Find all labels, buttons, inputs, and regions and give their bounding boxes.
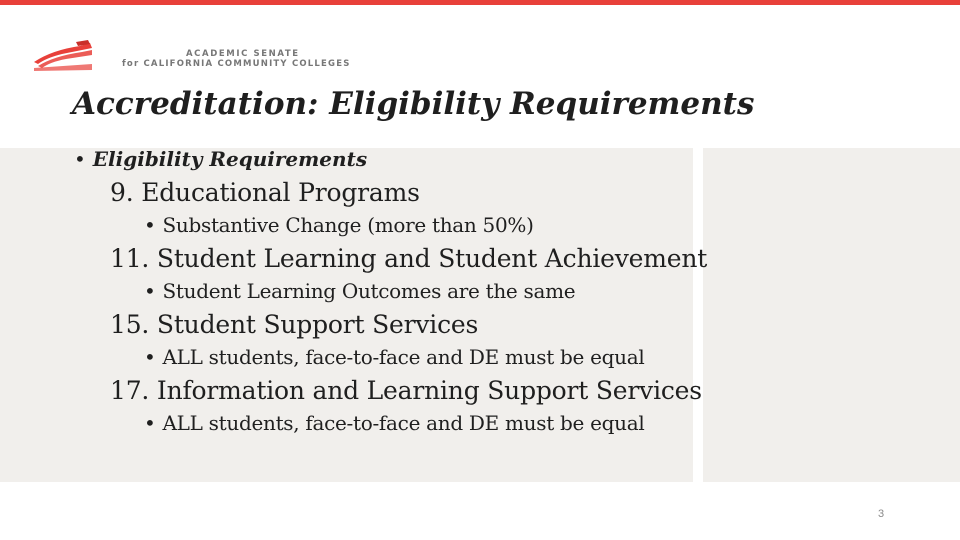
heading-bullet xyxy=(74,147,367,171)
page-number: 3 xyxy=(878,508,885,520)
bullet-dot-icon: • xyxy=(74,147,86,171)
requirement-sub-bullet xyxy=(144,213,534,237)
heading-bullet-text: Eligibility Requirements xyxy=(92,147,368,171)
bullet-dot-icon: • xyxy=(144,345,156,369)
requirement-sub-bullet xyxy=(144,411,644,435)
requirement-item: 9. Educational Programs xyxy=(110,178,420,207)
requirement-item: 11. Student Learning and Student Achievement xyxy=(110,244,708,273)
requirement-item: 17. Information and Learning Support Services xyxy=(110,376,702,405)
bullet-dot-icon: • xyxy=(144,411,156,435)
requirement-sub-bullet xyxy=(144,345,644,369)
slide-title: Accreditation: Eligibility Requirements xyxy=(72,86,755,122)
requirement-sub-bullet xyxy=(144,279,575,303)
logo-line-2: for CALIFORNIA COMMUNITY COLLEGES xyxy=(122,59,351,69)
requirement-item: 15. Student Support Services xyxy=(110,310,479,339)
bullet-dot-icon: • xyxy=(144,213,156,237)
sub-bullet-text: ALL students, face-to-face and DE must be equal xyxy=(162,411,645,435)
bullet-dot-icon: • xyxy=(144,279,156,303)
sub-bullet-text: ALL students, face-to-face and DE must be equal xyxy=(162,345,645,369)
logo-line-1: ACADEMIC SENATE xyxy=(186,49,300,59)
sub-bullet-text: Substantive Change (more than 50%) xyxy=(162,213,534,237)
sub-bullet-text: Student Learning Outcomes are the same xyxy=(162,279,576,303)
